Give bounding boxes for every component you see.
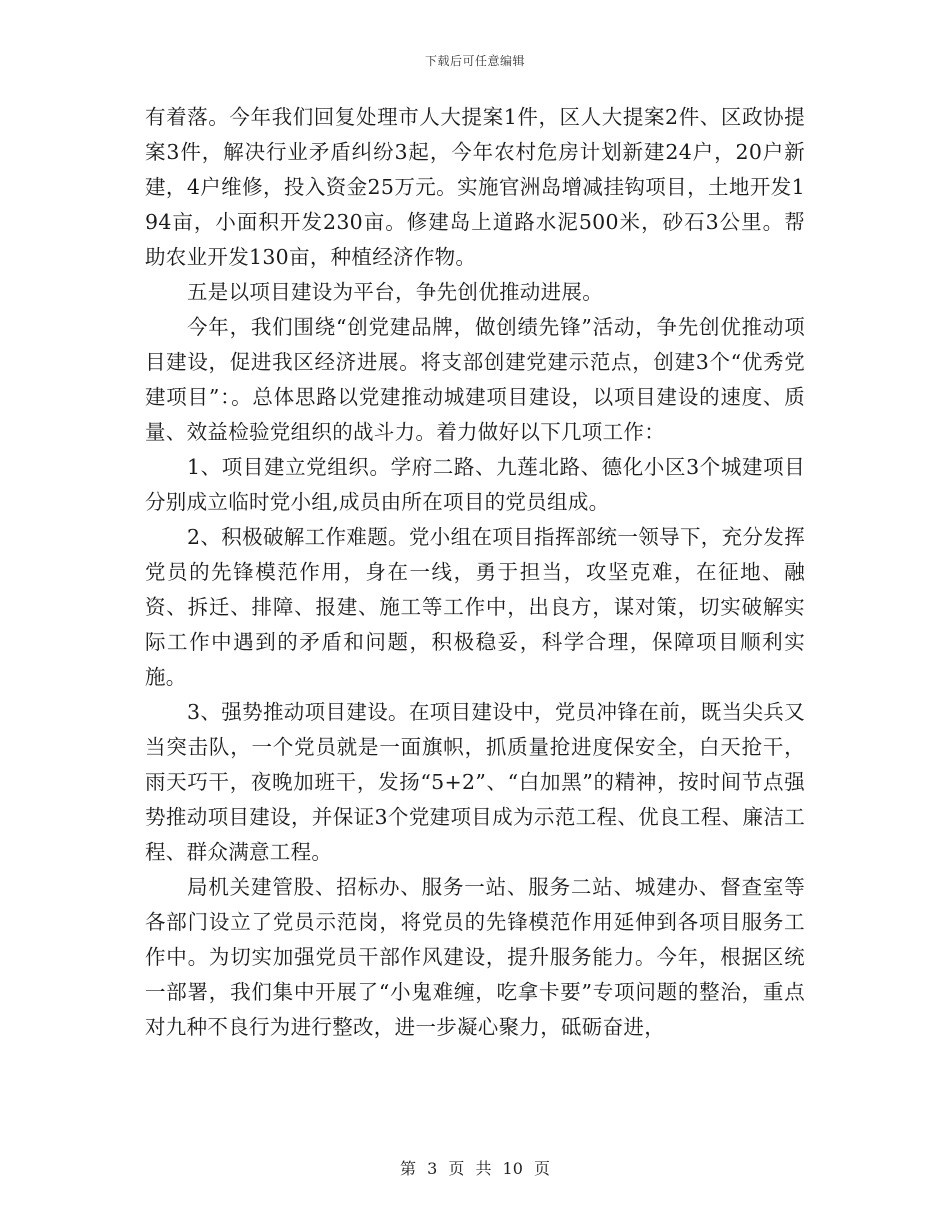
paragraph-6: 3、强势推动项目建设。在项目建设中，党员冲锋在前，既当尖兵又当突击队，一个党员就是一面旗帜，抓质量抢进度保安全，白天抢干，雨天巧干，夜晚加班干，发扬“5+2”、“白加黑”的精神，按时间节点强势推动项目建设，并保证3个党建项目成为示范工程、优良工程、廉洁工程、群众满意工程。: [145, 700, 805, 864]
paragraph-3: 今年，我们围绕“创党建品牌，做创绩先锋”活动，争先创优推动项目建设，促进我区经济进展。将支部创建党建示范点，创建3个“优秀党建项目”：。总体思路以党建推动城建项目建设，以项目建设的速度、质量、效益检验党组织的战斗力。着力做好以下几项工作：: [145, 315, 805, 444]
paragraph-2: 五是以项目建设为平台，争先创优推动进展。: [187, 280, 603, 304]
paragraph-4: 1、项目建立党组织。学府二路、九莲北路、德化小区3个城建项目分别成立临时党小组,成员由所在项目的党员组成。: [145, 455, 805, 514]
paragraph-1: 有着落。今年我们回复处理市人大提案1件，区人大提案2件、区政协提案3件，解决行业矛盾纠纷3起，今年农村危房计划新建24户，20户新建，4户维修，投入资金25万元。实施官洲岛增减挂钩项目，土地开发194亩，小面积开发230亩。修建岛上道路水泥500米，砂石3公里。帮助农业开发130亩，种植经济作物。: [145, 105, 805, 269]
document-body: [145, 100, 805, 1045]
paragraph-5: 2、积极破解工作难题。党小组在项目指挥部统一领导下，充分发挥党员的先锋模范作用，身在一线，勇于担当，攻坚克难，在征地、融资、拆迁、排障、报建、施工等工作中，出良方，谋对策，切实破解实际工作中遇到的矛盾和问题，积极稳妥，科学合理，保障项目顺利实施。: [145, 525, 805, 689]
page-footer: 第 3 页 共 10 页: [400, 1159, 550, 1178]
page-header: 下载后可任意编辑: [424, 54, 525, 68]
paragraph-7: 局机关建管股、招标办、服务一站、服务二站、城建办、督查室等各部门设立了党员示范岗，将党员的先锋模范作用延伸到各项目服务工作中。为切实加强党员干部作风建设，提升服务能力。今年，根据区统一部署，我们集中开展了“小鬼难缠，吃拿卡要”专项问题的整治，重点对九种不良行为进行整改，进一步凝心聚力，砥砺奋进，: [145, 875, 805, 1039]
